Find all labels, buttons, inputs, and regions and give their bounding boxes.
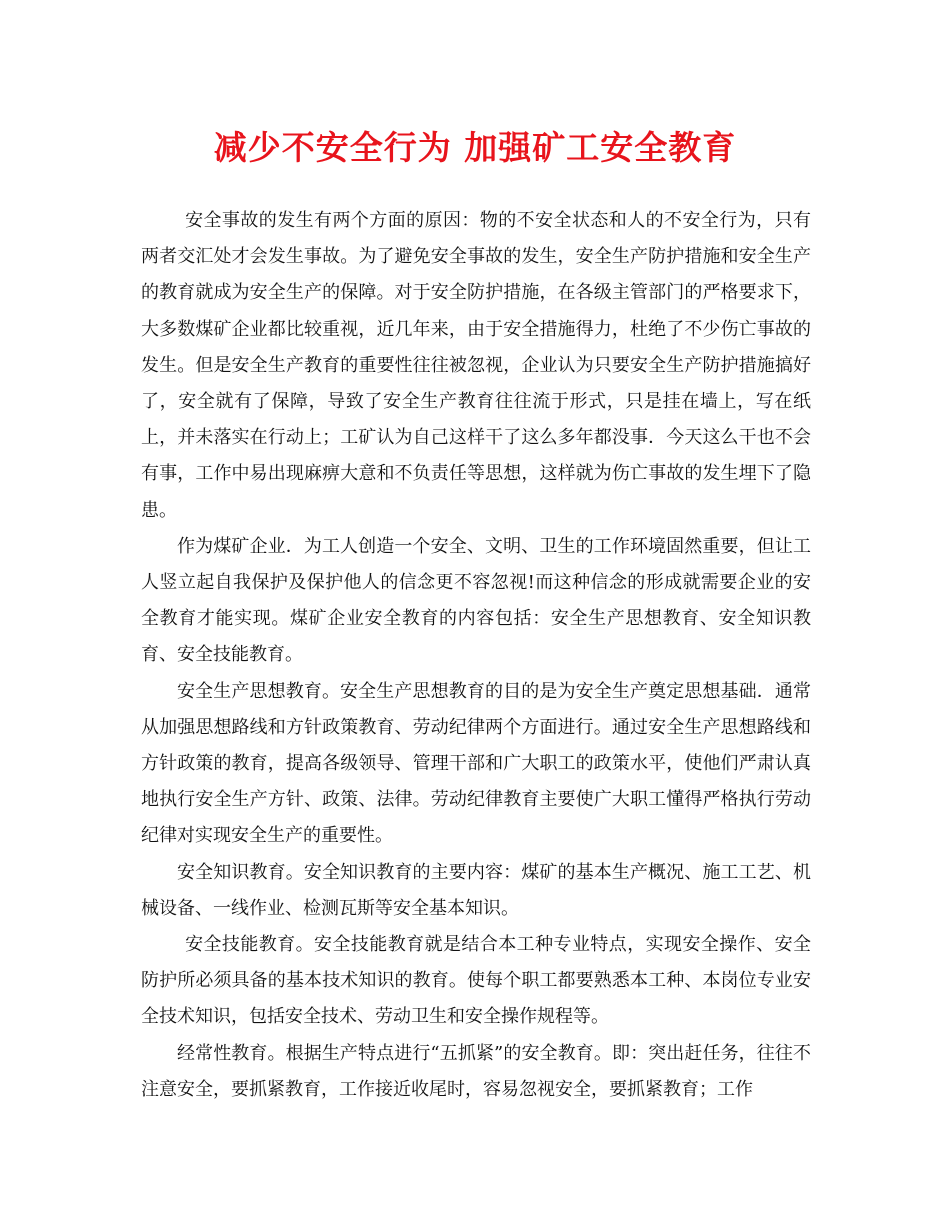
- paragraph-skill-education: 安全技能教育。安全技能教育就是结合本工种专业特点，实现安全操作、安全防护所必须具备的基本技术知识的教育。使每个职工都要熟悉本工种、本岗位专业安全技术知识，包括安全技术、劳动卫生和安全操作规程等。: [141, 934, 811, 1028]
- paragraph-knowledge-education: 安全知识教育。安全知识教育的主要内容：煤矿的基本生产概况、施工工艺、机械设备、一线作业、检测瓦斯等安全基本知识。: [141, 861, 811, 919]
- paragraph-coal-enterprise: 作为煤矿企业．为工人创造一个安全、文明、卫生的工作环境固然重要，但让工人竖立起自我保护及保护他人的信念更不容忽视!而这种信念的形成就需要企业的安全教育才能实现。煤矿企业安全教育的内容包括：安全生产思想教育、安全知识教育、安全技能教育。: [141, 535, 811, 666]
- paragraph-accident-causes: 安全事故的发生有两个方面的原因：物的不安全状态和人的不安全行为，只有两者交汇处才会发生事故。为了避免安全事故的发生，安全生产防护措施和安全生产的教育就成为安全生产的保障。对于安全防护措施，在各级主管部门的严格要求下，大多数煤矿企业都比较重视，近几年来，由于安全措施得力，杜绝了不少伤亡事故的发生。但是安全生产教育的重要性往往被忽视，企业认为只要安全生产防护措施搞好了，安全就有了保障，导致了安全生产教育往往流于形式，只是挂在墙上，写在纸上，并未落实在行动上；工矿认为自己这样干了这么多年都没事．今天这么干也不会有事，工作中易出现麻痹大意和不负责任等思想，这样就为伤亡事故的发生埋下了隐患。: [141, 210, 811, 521]
- document-title: 减少不安全行为 加强矿工安全教育: [213, 128, 737, 167]
- paragraph-ideology-education: 安全生产思想教育。安全生产思想教育的目的是为安全生产奠定思想基础．通常从加强思想路线和方针政策教育、劳动纪律两个方面进行。通过安全生产思想路线和方针政策的教育，提高各级领导、管理干部和广大职工的政策水平，使他们严肃认真地执行安全生产方针、政策、法律。劳动纪律教育主要使广大职工懂得严格执行劳动纪律对实现安全生产的重要性。: [141, 680, 811, 847]
- paragraph-regular-education: 经常性教育。根据生产特点进行“五抓紧”的安全教育。即：突出赶任务，往往不注意安全，要抓紧教育，工作接近收尾时，容易忽视安全，要抓紧教育；工作: [141, 1042, 811, 1100]
- document-body: [141, 203, 811, 1108]
